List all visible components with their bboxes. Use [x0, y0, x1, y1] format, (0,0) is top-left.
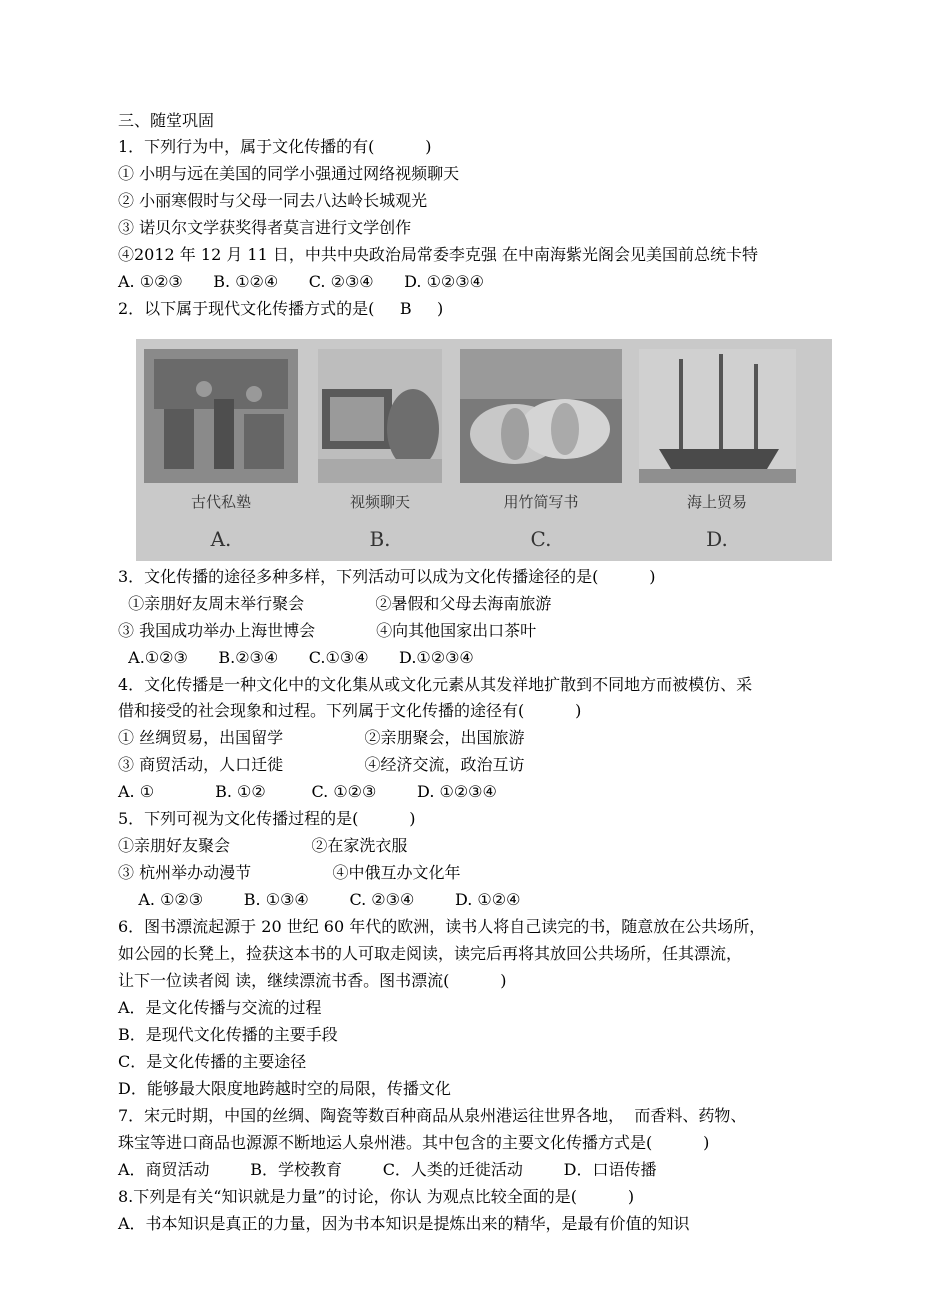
answer-option: B．是现代文化传播的主要手段	[118, 1025, 338, 1044]
answer-option: A．书本知识是真正的力量，因为书本知识是提炼出来的精华，是最有价值的知识	[118, 1214, 690, 1233]
question-stem: 借和接受的社会现象和过程。下列属于文化传播的途径有( )	[118, 701, 582, 720]
statement-row: ①亲朋好友聚会 ②在家洗衣服	[118, 836, 408, 855]
answer-option: D．能够最大限度地跨越时空的局限，传播文化	[118, 1079, 451, 1098]
image-caption: 古代私塾	[190, 493, 251, 511]
answer-option: C．是文化传播的主要途径	[118, 1052, 307, 1071]
statement-row: ③ 我国成功举办上海世博会 ④向其他国家出口茶叶	[118, 621, 537, 640]
image-caption: 用竹简写书	[503, 493, 579, 511]
question-stem: 如公园的长凳上，捡获这本书的人可取走阅读，读完后再将其放回公共场所，任其漂流，	[118, 944, 743, 963]
question-stem: 6．图书漂流起源于 20 世纪 60 年代的欧洲，读书人将自己读完的书，随意放在公共场所，	[118, 917, 766, 936]
statement: ② 小丽寒假时与父母一同去八达岭长城观光	[118, 191, 428, 210]
ancient-school-image	[144, 349, 298, 483]
question-stem: 3．文化传播的途径多种多样，下列活动可以成为文化传播途径的是( )	[118, 567, 656, 586]
photo-video-chat	[318, 349, 442, 483]
answer-choices: A. ① B. ①② C. ①②③ D. ①②③④	[118, 782, 497, 801]
statement-row: ①亲朋好友周末举行聚会 ②暑假和父母去海南旅游	[118, 594, 552, 613]
statement: ③ 诺贝尔文学获奖得者莫言进行文学创作	[118, 218, 412, 237]
question-stem: 1．下列行为中，属于文化传播的有( )	[118, 137, 432, 156]
photo-sea-trade	[639, 349, 796, 483]
question-stem: 珠宝等进口商品也源源不断地运人泉州港。其中包含的主要文化传播方式是( )	[118, 1133, 710, 1152]
image-caption: 海上贸易	[686, 493, 747, 511]
statement-row: ③ 杭州举办动漫节 ④中俄互办文化年	[118, 863, 461, 882]
question-stem: 让下一位读者阅 读，继续漂流书香。图书漂流( )	[118, 971, 507, 990]
answer-option: A．是文化传播与交流的过程	[118, 998, 322, 1017]
statement: ④2012 年 12 月 11 日，中共中央政治局常委李克强 在中南海紫光阁会见美国前总统卡特	[118, 245, 758, 264]
image-option-letter: C.	[530, 527, 552, 551]
image-caption: 视频聊天	[349, 493, 410, 511]
question-stem: 5．下列可视为文化传播过程的是( )	[118, 809, 416, 828]
image-option-letter: D.	[706, 527, 728, 551]
answer-choices: A.①②③ B.②③④ C.①③④ D.①②③④	[118, 648, 474, 667]
photo-ancient-school	[144, 349, 298, 483]
statement: ① 小明与远在美国的同学小强通过网络视频聊天	[118, 164, 460, 183]
video-chat-image	[318, 349, 442, 483]
bamboo-slips-image	[460, 349, 622, 483]
sea-trade-image	[639, 349, 796, 483]
image-option-letter: A.	[210, 527, 232, 551]
section-title: 三、随堂巩固	[118, 111, 215, 130]
image-option-letter: B.	[369, 527, 391, 551]
question-stem: 7．宋元时期，中国的丝绸、陶瓷等数百种商品从泉州港运往世界各地， 而香料、药物、	[118, 1106, 747, 1125]
question-stem: 8.下列是有关“知识就是力量”的讨论，你认 为观点比较全面的是( )	[118, 1187, 635, 1206]
photo-bamboo-slips	[460, 349, 622, 483]
answer-choices: A. ①②③ B. ①③④ C. ②③④ D. ①②④	[118, 890, 521, 909]
photo-strip	[136, 339, 832, 561]
statement-row: ① 丝绸贸易，出国留学 ②亲朋聚会，出国旅游	[118, 728, 525, 747]
question-stem: 2．以下属于现代文化传播方式的是( B )	[118, 299, 444, 318]
statement-row: ③ 商贸活动，人口迁徙 ④经济交流，政治互访	[118, 755, 525, 774]
question-stem: 4．文化传播是一种文化中的文化集从或文化元素从其发祥地扩散到不同地方而被模仿、采	[118, 675, 753, 694]
answer-choices: A. ①②③ B. ①②④ C. ②③④ D. ①②③④	[118, 272, 484, 291]
answer-choices: A．商贸活动 B．学校教育 C．人类的迁徙活动 D．口语传播	[118, 1160, 657, 1179]
